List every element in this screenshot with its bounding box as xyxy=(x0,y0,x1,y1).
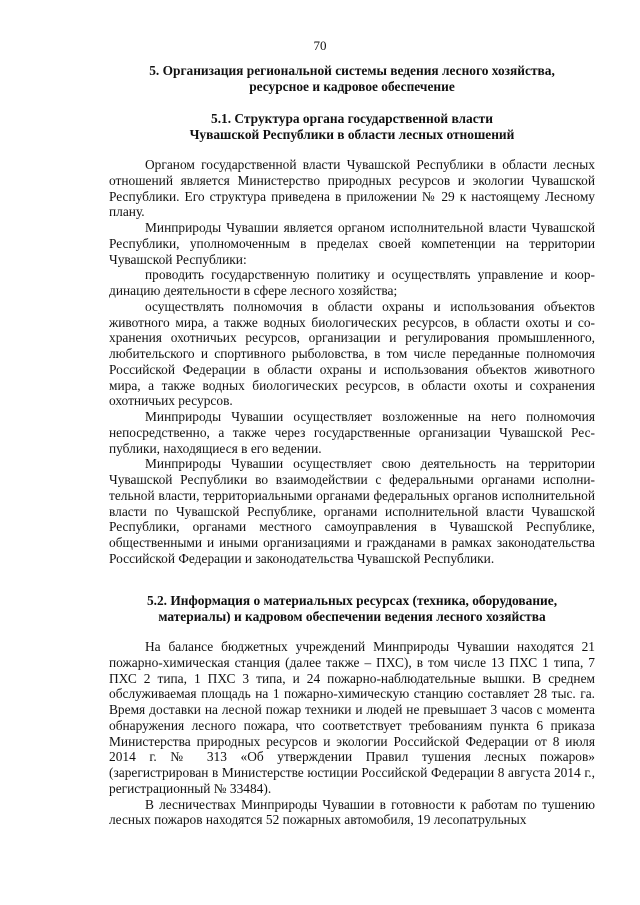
paragraph: Минприроды Чувашии осуществляет возложенные на него полномочия непосредственно, а также через государственные организации Чувашской Республики, находящиеся в его ведении. xyxy=(109,409,595,456)
section-5-1-body xyxy=(109,157,595,567)
section-5-title-line-1: 5. Организация региональной системы ведения лесного хозяйства, xyxy=(149,63,555,78)
paragraph: проводить государственную политику и осуществлять управление и координацию деятельности в сфере лесного хозяйства; xyxy=(109,267,595,298)
section-5-title-line-2: ресурсное и кадровое обеспечение xyxy=(249,79,455,94)
section-5-2-body xyxy=(109,639,595,828)
section-5-1-heading xyxy=(109,111,595,143)
section-5-1-title-line-1: 5.1. Структура органа государственной власти xyxy=(211,111,493,126)
section-5-heading xyxy=(109,63,595,95)
paragraph: В лесничествах Минприроды Чувашии в готовности к работам по тушению лесных пожаров находятся 52 пожарных автомобиля, 19 лесопатрульных xyxy=(109,796,595,828)
page-number: 70 xyxy=(313,38,327,53)
paragraph: Органом государственной власти Чувашской Республики в области лесных отношений является Министерство природных ресурсов и экологии Чувашской Республики. Его структура приведена в приложении № 29 к настоящему Лесному плану. xyxy=(109,157,595,220)
section-5-2-heading xyxy=(109,593,595,625)
paragraph: На балансе бюджетных учреждений Минприроды Чувашии находятся 21 пожарно-химическая станция (далее также – ПХС), в том числе 13 ПХС 1 типа, 7 ПХС 2 типа, 1 ПХС 3 типа, и 24 пожарно-наблюдательные вышки. В среднем обслуживаемая площадь на 1 пожарно-химическую станцию составляет 28 тыс. га. Время доставки на лесной пожар техники и людей не превышает 3 часов с момента обнаружения лесного пожара, что соответствует требованиям пункта 6 приказа Министерства природных ресурсов и экологии Российской Федерации от 8 июля 2014 г. № 313 «Об утверждении Правил тушения лесных пожаров» (зарегистрирован в Министерстве юстиции Российской Федерации 8 августа 2014 г., регистрационный № 33484). xyxy=(109,639,595,796)
paragraph: Минприроды Чувашии является органом исполнительной власти Чувашской Республики, уполномоченным в пределах своей компетенции на территории Чувашской Республики: xyxy=(109,220,595,267)
section-5-1-title-line-2: Чувашской Республики в области лесных отношений xyxy=(189,127,515,142)
section-5-2-title-line-2: материалы) и кадровом обеспечении ведения лесного хозяйства xyxy=(158,609,546,624)
paragraph: Минприроды Чувашии осуществляет свою деятельность на территории Чувашской Республики во взаимодействии с федеральными органами исполнительной власти, территориальными органами федеральных органов исполнительной власти по Чувашской Республике, органами исполнительной власти Чувашской Республики, органами местного самоуправления в Чувашской Республике, общественными и иными организациями и гражданами в рамках законодательства Российской Федерации и законодательства Чувашской Республики. xyxy=(109,456,595,566)
section-5-2-title-line-1: 5.2. Информация о материальных ресурсах (техника, оборудование, xyxy=(146,593,558,608)
paragraph: осуществлять полномочия в области охраны и использования объектов животного мира, а также водных биологических ресурсов, в области охоты и сохранения охотничьих ресурсов, организации и регулирования промышленного, любительского и спортивного рыболовства, в том числе переданные полномочия Российской Федерации в области охраны и использования объектов животного мира, а также водных биологических ресурсов, в области охоты и сохранения охотничьих ресурсов. xyxy=(109,298,595,409)
